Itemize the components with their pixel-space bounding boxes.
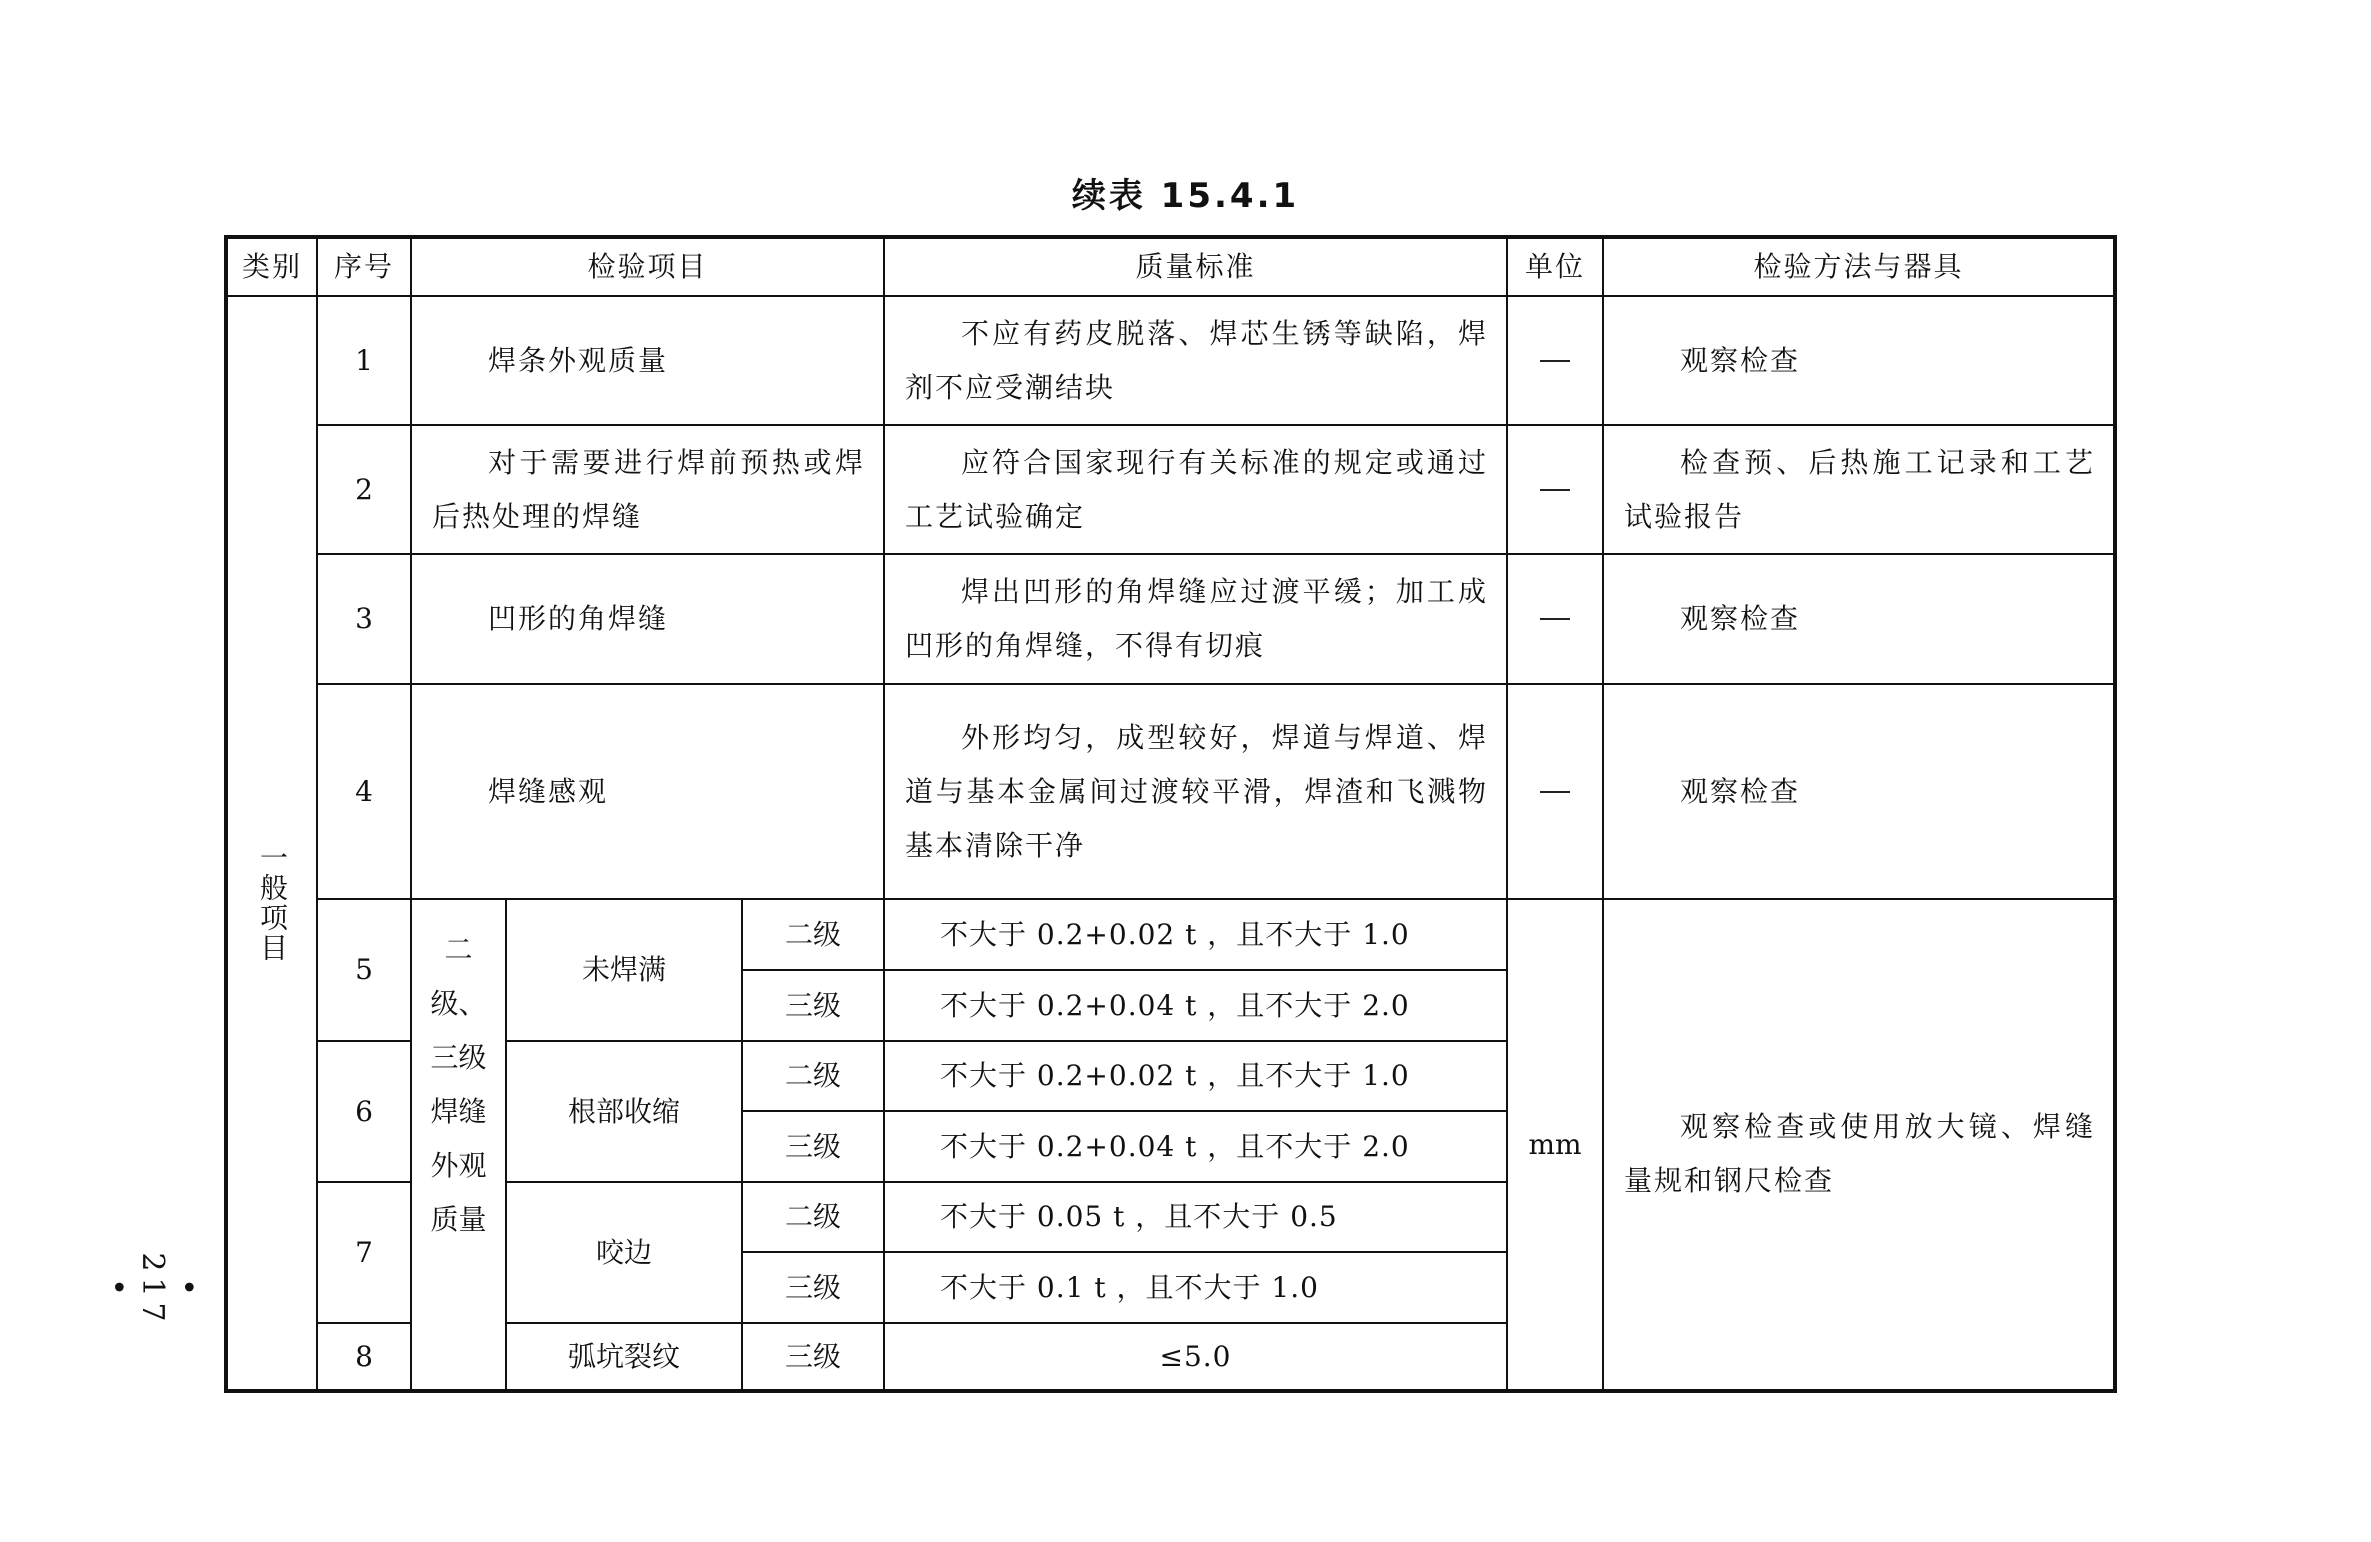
row-5-grade-3: 三级 (743, 971, 885, 1042)
row-5-standard-2: 不大于 0.2+0.02 t ，且不大于 1.0 (885, 900, 1508, 971)
header-number: 序号 (318, 239, 412, 297)
row-5-number: 5 (318, 900, 412, 1042)
row-7-number: 7 (318, 1183, 412, 1324)
row-3-standard: 焊出凹形的角焊缝应过渡平缓；加工成凹形的角焊缝，不得有切痕 (885, 555, 1508, 685)
group-method: 观察检查或使用放大镜、焊缝量规和钢尺检查 (1624, 1110, 2095, 1197)
row-3-unit (1508, 555, 1604, 685)
row-1-number: 1 (318, 297, 412, 426)
row-6-grade-2: 二级 (743, 1042, 885, 1112)
dash-icon (1540, 360, 1570, 362)
row-5-grade-2: 二级 (743, 900, 885, 971)
row-7-grade-2: 二级 (743, 1183, 885, 1253)
dash-icon (1540, 618, 1570, 620)
dash-icon (1540, 791, 1570, 793)
row-6-defect: 根部收缩 (507, 1042, 743, 1183)
row-1-unit (1508, 297, 1604, 426)
row-4-unit (1508, 685, 1604, 900)
row-3-item: 凹形的角焊缝 (412, 555, 885, 685)
row-7-defect: 咬边 (507, 1183, 743, 1324)
row-5-defect: 未焊满 (507, 900, 743, 1042)
row-6-number: 6 (318, 1042, 412, 1183)
row-3-number: 3 (318, 555, 412, 685)
row-8-number: 8 (318, 1324, 412, 1389)
row-6-standard-2: 不大于 0.2+0.02 t ，且不大于 1.0 (885, 1042, 1508, 1112)
row-6-standard-3: 不大于 0.2+0.04 t ，且不大于 2.0 (885, 1112, 1508, 1183)
row-4-method: 观察检查 (1604, 685, 2113, 900)
header-unit: 单位 (1508, 239, 1604, 297)
header-item: 检验项目 (412, 239, 885, 297)
dash-icon (1540, 489, 1570, 491)
header-method: 检验方法与器具 (1604, 239, 2113, 297)
row-1-standard: 不应有药皮脱落、焊芯生锈等缺陷，焊剂不应受潮结块 (885, 297, 1508, 426)
group-unit: mm (1508, 900, 1604, 1389)
row-1-item: 焊条外观质量 (412, 297, 885, 426)
row-5-standard-3: 不大于 0.2+0.04 t ，且不大于 2.0 (885, 971, 1508, 1042)
row-4-number: 4 (318, 685, 412, 900)
page-number: • 217 • (100, 1252, 205, 1328)
row-8-grade-3: 三级 (743, 1324, 885, 1389)
row-6-grade-3: 三级 (743, 1112, 885, 1183)
row-2-standard: 应符合国家现行有关标准的规定或通过工艺试验确定 (885, 426, 1508, 555)
row-7-standard-3: 不大于 0.1 t ，且不大于 1.0 (885, 1253, 1508, 1324)
inspection-table (224, 235, 2117, 1393)
row-2-method: 检查预、后热施工记录和工艺试验报告 (1604, 426, 2113, 555)
row-2-item: 对于需要进行焊前预热或焊后热处理的焊缝 (412, 426, 885, 555)
row-4-standard: 外形均匀，成型较好，焊道与焊道、焊道与基本金属间过渡较平滑，焊渣和飞溅物基本清除干净 (885, 685, 1508, 900)
header-standard: 质量标准 (885, 239, 1508, 297)
header-category: 类别 (228, 239, 318, 297)
category-cell (228, 297, 318, 1389)
row-7-standard-2: 不大于 0.05 t ，且不大于 0.5 (885, 1183, 1508, 1253)
table-title: 续表 15.4.1 (1071, 176, 1300, 216)
row-2-unit (1508, 426, 1604, 555)
group-label: 二级、 三级 焊缝 外观 质量 (430, 932, 487, 1236)
row-8-standard-3: ≤5.0 (885, 1324, 1508, 1389)
row-1-method: 观察检查 (1604, 297, 2113, 426)
row-2-number: 2 (318, 426, 412, 555)
row-8-defect: 弧坑裂纹 (507, 1324, 743, 1389)
group-label-cell (412, 900, 507, 1389)
category-label: 一般项目 (256, 843, 289, 963)
row-7-grade-3: 三级 (743, 1253, 885, 1324)
row-3-method: 观察检查 (1604, 555, 2113, 685)
row-4-item: 焊缝感观 (412, 685, 885, 900)
